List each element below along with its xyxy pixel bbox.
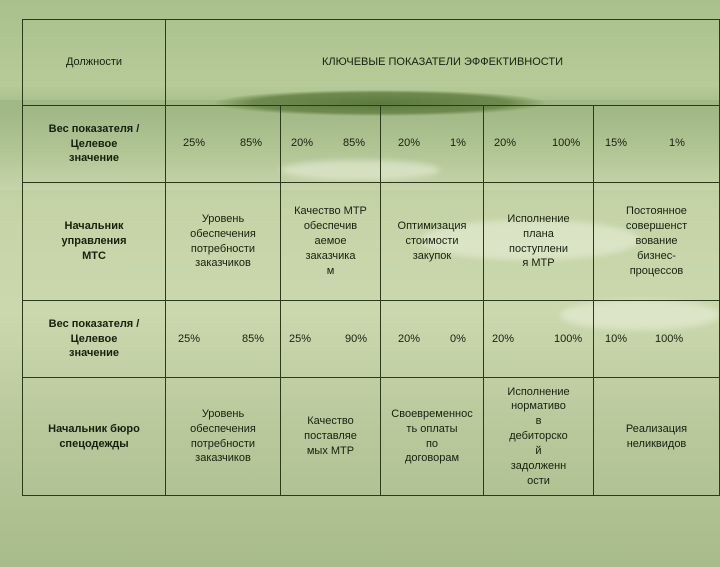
weight-value: 25% xyxy=(183,137,206,149)
kpi-cell: Постоянное совершенст вование бизнес- процессов xyxy=(625,205,688,277)
position-title: Начальник управления МТС xyxy=(61,220,127,262)
target-value: 0% xyxy=(450,333,466,345)
kpi-cell: Уровень обеспечения потребности заказчиков xyxy=(190,212,256,270)
target-value: 100% xyxy=(554,333,583,345)
kpi-cell: Уровень обеспечения потребности заказчиков xyxy=(190,407,256,465)
surf-foam xyxy=(280,160,440,180)
weight-value: 25% xyxy=(178,333,201,345)
target-value: 90% xyxy=(345,333,368,345)
target-value: 1% xyxy=(669,137,685,149)
weight-value: 25% xyxy=(289,333,312,345)
header-positions: Должности xyxy=(65,56,123,69)
target-value: 85% xyxy=(343,137,366,149)
weight-value: 20% xyxy=(398,137,421,149)
kpi-cell: Исполнение нормативо в дебиторско й задолженн ости xyxy=(507,385,570,487)
weight-value: 10% xyxy=(605,333,628,345)
kpi-cell: Качество МТР обеспечив аемое заказчика м xyxy=(294,205,367,277)
kpi-cell: Реализация неликвидов xyxy=(625,422,688,450)
weight-value: 20% xyxy=(494,137,517,149)
target-value: 85% xyxy=(240,137,263,149)
position-title: Начальник бюро спецодежды xyxy=(48,422,140,450)
target-value: 1% xyxy=(450,137,466,149)
header-kpi: КЛЮЧЕВЫЕ ПОКАЗАТЕЛИ ЭФФЕКТИВНОСТИ xyxy=(322,56,563,69)
kpi-cell: Оптимизация стоимости закупок xyxy=(397,220,467,262)
target-value: 85% xyxy=(242,333,265,345)
weight-label: Вес показателя / Целевое значение xyxy=(48,122,140,165)
target-value: 100% xyxy=(552,137,581,149)
kpi-cell: Исполнение плана поступлени я МТР xyxy=(507,212,570,270)
target-value: 100% xyxy=(655,333,684,345)
weight-value: 20% xyxy=(291,137,314,149)
weight-label: Вес показателя / Целевое значение xyxy=(48,317,140,360)
weight-value: 20% xyxy=(492,333,515,345)
kpi-cell: Своевременнос ть оплаты по договорам xyxy=(391,407,473,465)
kpi-cell: Качество поставляе мых МТР xyxy=(304,415,357,457)
weight-value: 15% xyxy=(605,137,628,149)
weight-value: 20% xyxy=(398,333,421,345)
surf-foam xyxy=(560,300,720,330)
